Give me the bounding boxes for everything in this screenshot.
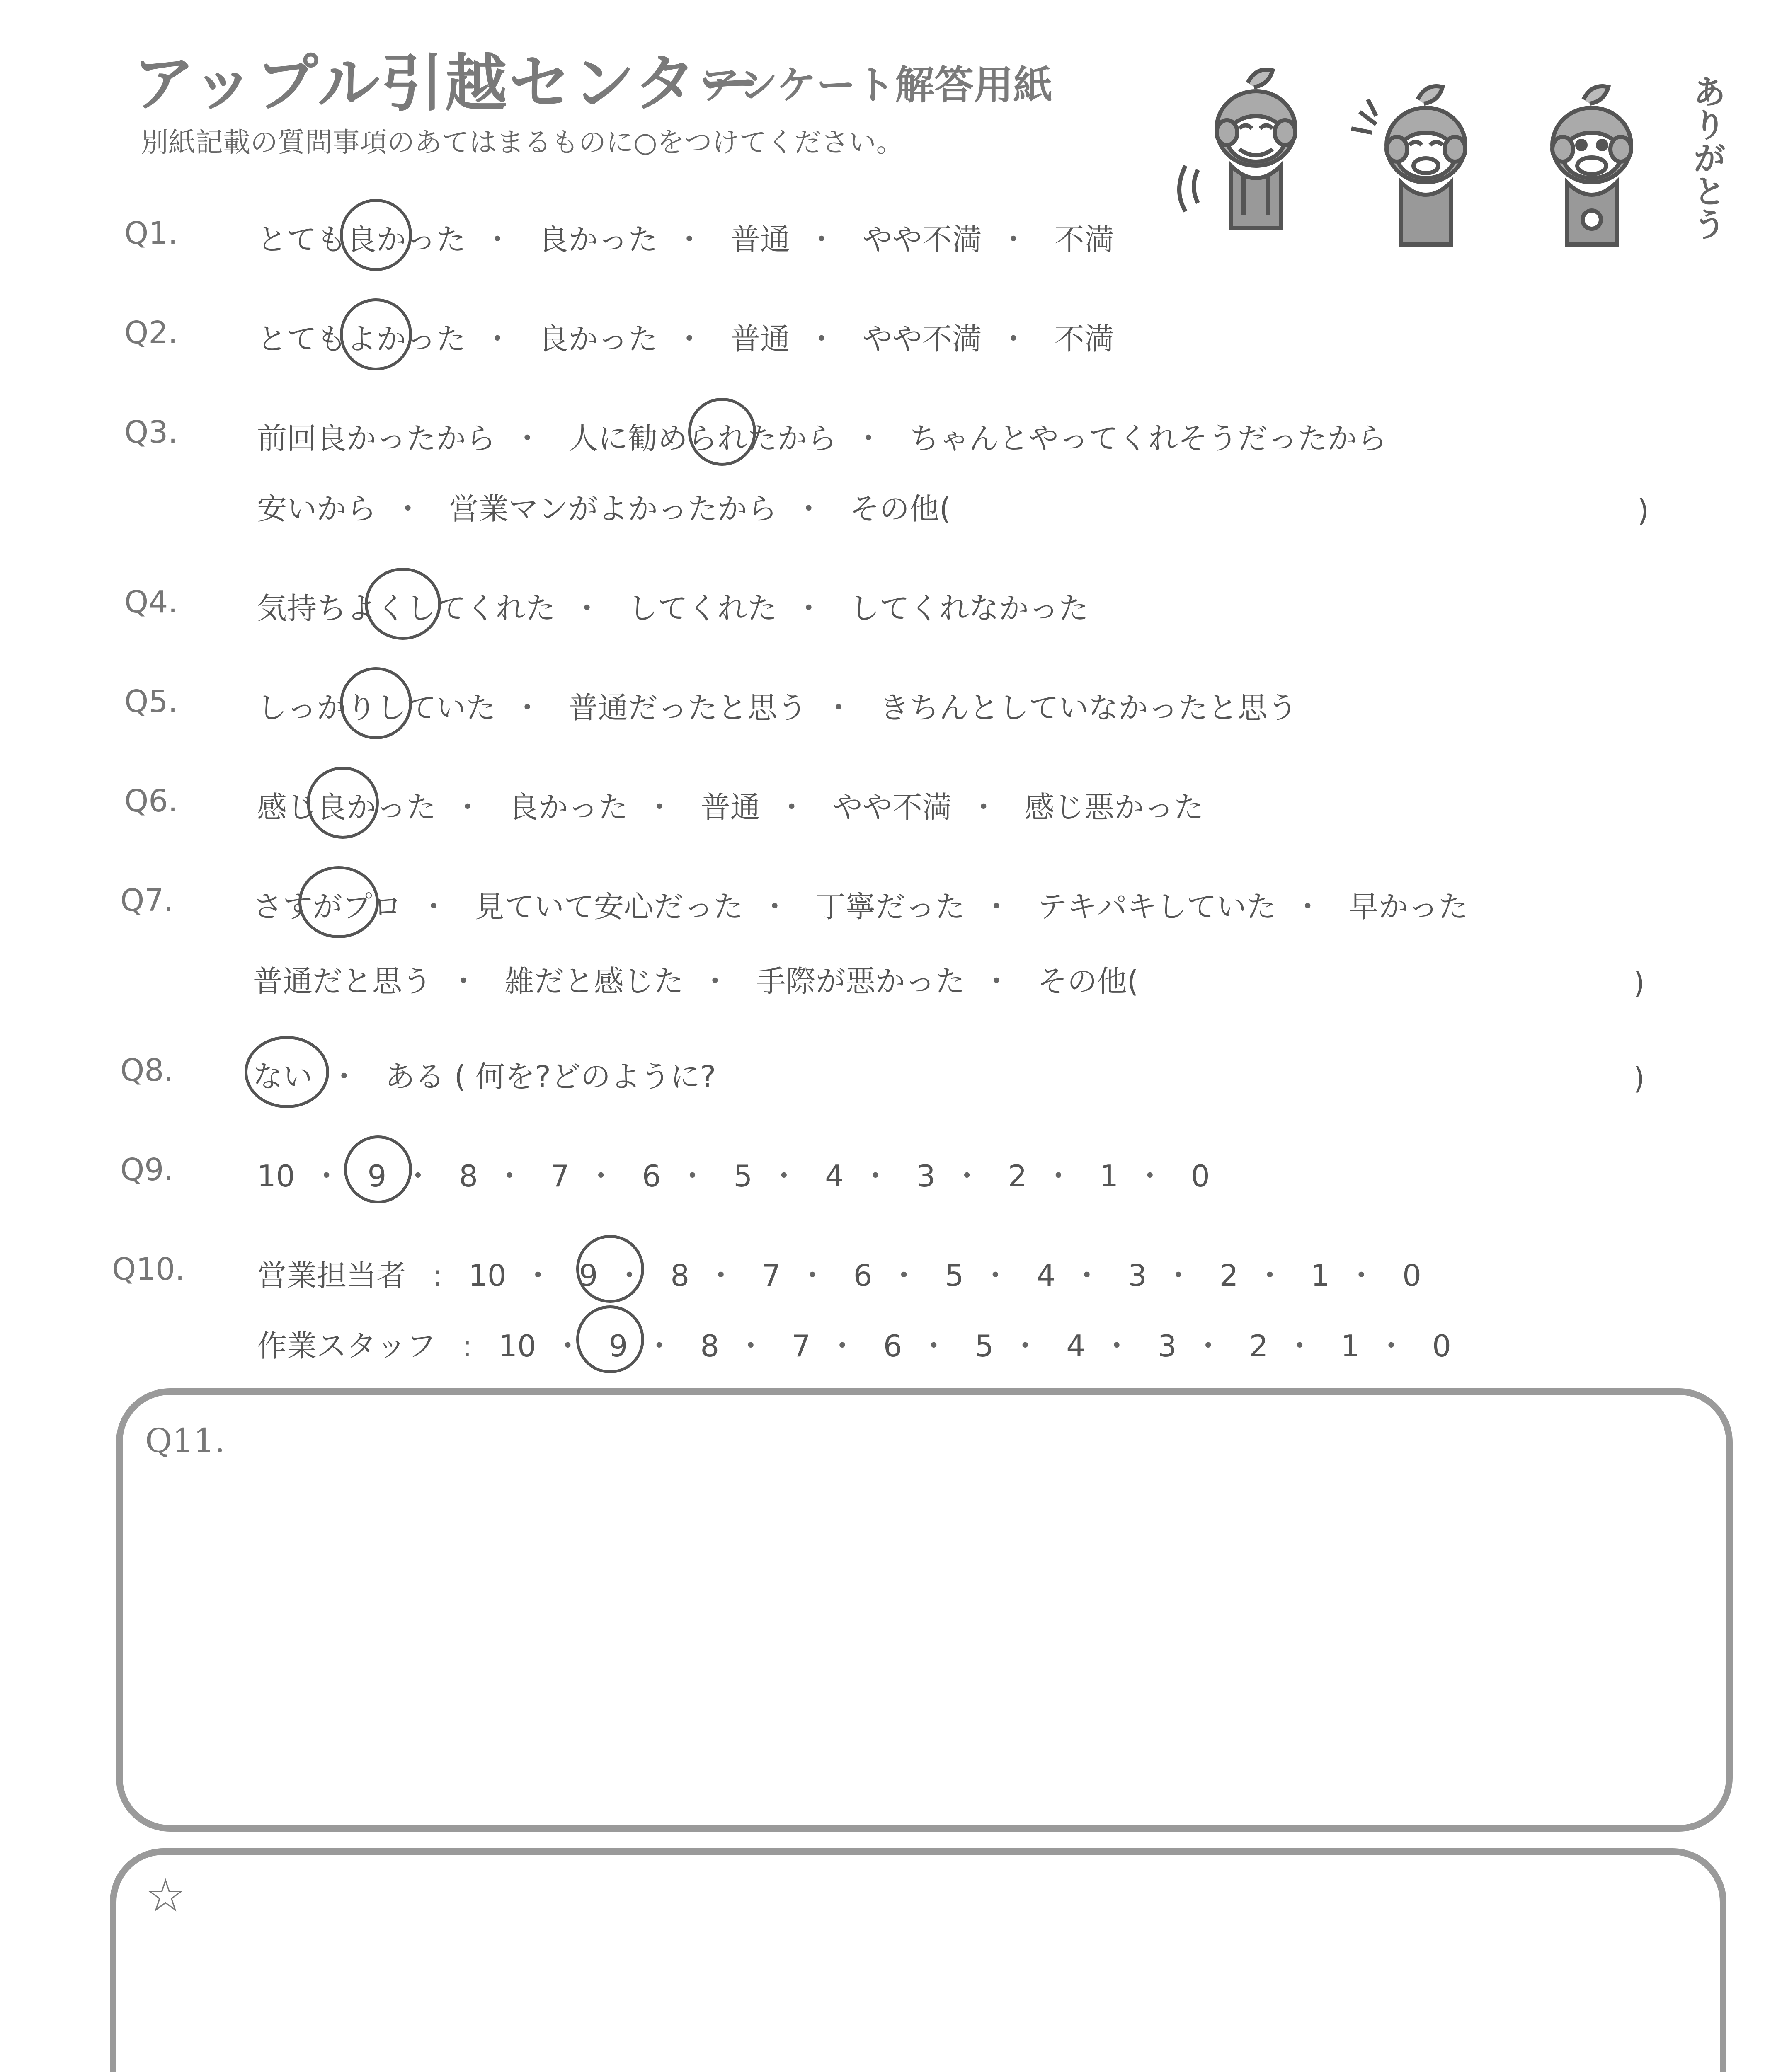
q4-option-3[interactable]: してくれなかった bbox=[849, 591, 1089, 626]
page-subtitle: アンケート解答用紙 bbox=[701, 63, 1053, 108]
q7-close-paren: ) bbox=[1633, 966, 1645, 1000]
q7-option-2[interactable]: 見ていて安心だった bbox=[474, 889, 743, 924]
q10-staff-score-4[interactable]: 4 bbox=[1066, 1329, 1085, 1363]
q3-label: Q3. bbox=[124, 414, 178, 450]
q10-staff-score-2[interactable]: 2 bbox=[1249, 1329, 1268, 1363]
q6-option-2[interactable]: 良かった bbox=[508, 790, 628, 825]
q10-staff-score-5[interactable]: 5 bbox=[975, 1329, 994, 1363]
page-title: アップル引越センター bbox=[133, 48, 762, 120]
q7-options-line2: 普通だと思う ・ 雑だと感じた ・ 手際が悪かった ・ その他( bbox=[253, 964, 1139, 999]
q1-selection-circle bbox=[340, 199, 412, 271]
q5-option-3[interactable]: きちんとしていなかったと思う bbox=[879, 690, 1297, 725]
q8-close-paren: ) bbox=[1633, 1061, 1645, 1096]
mascot-illustration bbox=[1152, 58, 1724, 274]
q5-option-1[interactable]: しっかりしていた bbox=[257, 690, 496, 725]
q9-score-10[interactable]: 10 bbox=[257, 1159, 295, 1193]
q7-option-4[interactable]: テキパキしていた bbox=[1037, 889, 1276, 924]
q10-sales-score-6[interactable]: 6 bbox=[853, 1258, 873, 1293]
q9-score-9[interactable]: 9 bbox=[367, 1159, 387, 1193]
q3-close-paren: ) bbox=[1637, 493, 1649, 528]
q7-option-3[interactable]: 丁寧だった bbox=[815, 889, 965, 924]
q10-sales-score-8[interactable]: 8 bbox=[670, 1258, 690, 1293]
q7-option-7[interactable]: 雑だと感じた bbox=[504, 964, 684, 999]
q3-option-4[interactable]: 安いから bbox=[257, 491, 377, 526]
q10-sales-selection-circle bbox=[576, 1235, 644, 1303]
q4-options: 気持ちよくしてくれた ・ してくれた ・ してくれなかった bbox=[257, 591, 1089, 626]
q7-option-9[interactable]: その他( bbox=[1037, 964, 1139, 999]
q7-option-1[interactable]: さすがプロ bbox=[253, 889, 402, 924]
q6-option-4[interactable]: やや不満 bbox=[832, 790, 952, 825]
q9-score-1[interactable]: 1 bbox=[1099, 1159, 1119, 1193]
q4-option-2[interactable]: してくれた bbox=[628, 591, 777, 626]
star-label: ☆ bbox=[145, 1869, 186, 1922]
q7-option-8[interactable]: 手際が悪かった bbox=[756, 964, 965, 999]
q5-label: Q5. bbox=[124, 684, 178, 719]
q10-sales-score-7[interactable]: 7 bbox=[762, 1258, 781, 1293]
star-comment-box[interactable] bbox=[110, 1848, 1726, 2072]
q10-sales-score-2[interactable]: 2 bbox=[1219, 1258, 1239, 1293]
q7-label: Q7. bbox=[120, 883, 174, 918]
q10-staff-score-9[interactable]: 9 bbox=[609, 1329, 628, 1363]
q1-label: Q1. bbox=[124, 215, 178, 251]
q3-option-3[interactable]: ちゃんとやってくれそうだったから bbox=[909, 421, 1387, 456]
q10-sales-score-1[interactable]: 1 bbox=[1311, 1258, 1330, 1293]
q10-staff-score-1[interactable]: 1 bbox=[1341, 1329, 1360, 1363]
q2-option-4[interactable]: やや不満 bbox=[862, 322, 982, 356]
q5-options: しっかりしていた ・ 普通だったと思う ・ きちんとしていなかったと思う bbox=[257, 690, 1297, 725]
q1-option-5[interactable]: 不満 bbox=[1054, 222, 1114, 257]
q9-score-2[interactable]: 2 bbox=[1008, 1159, 1027, 1193]
q10-label: Q10. bbox=[112, 1251, 185, 1287]
q11-label: Q11. bbox=[145, 1421, 225, 1460]
q2-label: Q2. bbox=[124, 315, 178, 351]
q3-option-1[interactable]: 前回良かったから bbox=[257, 421, 496, 456]
thanks-text bbox=[1683, 75, 1731, 240]
q7-selection-circle bbox=[298, 866, 379, 938]
q10-sales-score-3[interactable]: 3 bbox=[1127, 1258, 1147, 1293]
q1-options: とても良かった ・ 良かった ・ 普通 ・ やや不満 ・ 不満 bbox=[257, 222, 1114, 257]
q9-score-3[interactable]: 3 bbox=[916, 1159, 936, 1193]
q10-sales-score-5[interactable]: 5 bbox=[945, 1258, 964, 1293]
q9-label: Q9. bbox=[120, 1152, 174, 1188]
q10-staff-score-7[interactable]: 7 bbox=[792, 1329, 811, 1363]
q2-selection-circle bbox=[340, 298, 412, 370]
q9-score-6[interactable]: 6 bbox=[642, 1159, 661, 1193]
q3-options-line1: 前回良かったから ・ 人に勧められたから ・ ちゃんとやってくれそうだったから bbox=[257, 421, 1387, 456]
q1-option-2[interactable]: 良かった bbox=[538, 222, 658, 257]
q4-option-1[interactable]: 気持ちよくしてくれた bbox=[257, 591, 556, 626]
q11-comment-box[interactable] bbox=[116, 1388, 1733, 1832]
q6-label: Q6. bbox=[124, 783, 178, 819]
q3-option-5[interactable]: 営業マンがよかったから bbox=[449, 491, 777, 526]
q1-option-3[interactable]: 普通 bbox=[730, 222, 790, 257]
q6-option-3[interactable]: 普通 bbox=[700, 790, 760, 825]
q6-option-1[interactable]: 感じ良かった bbox=[257, 790, 436, 825]
q10-sales-score-10[interactable]: 10 bbox=[468, 1258, 507, 1293]
q10-staff-score-3[interactable]: 3 bbox=[1157, 1329, 1177, 1363]
q10-staff-score-8[interactable]: 8 bbox=[700, 1329, 720, 1363]
q5-option-2[interactable]: 普通だったと思う bbox=[568, 690, 807, 725]
q6-selection-circle bbox=[307, 767, 379, 839]
q10-staff-score-10[interactable]: 10 bbox=[498, 1329, 536, 1363]
q8-option-2[interactable]: ある ( 何を?どのように? bbox=[385, 1059, 716, 1094]
q10-staff-score-0[interactable]: 0 bbox=[1432, 1329, 1451, 1363]
q2-option-3[interactable]: 普通 bbox=[730, 322, 790, 356]
q9-scale: 10 ・ 9 ・ 8 ・ 7 ・ 6 ・ 5 ・ 4 ・ 3 ・ 2 ・ 1 ・ 0 bbox=[257, 1159, 1210, 1193]
q10-row-sales: 営業担当者 : 10 ・ 9 ・ 8 ・ 7 ・ 6 ・ 5 ・ 4 ・ 3 ・ 2 ・ 1 ・ 0 bbox=[257, 1258, 1421, 1293]
q9-score-8[interactable]: 8 bbox=[459, 1159, 478, 1193]
q7-options-line1: さすがプロ ・ 見ていて安心だった ・ 丁寧だった ・ テキパキしていた ・ 早かった bbox=[253, 889, 1468, 924]
q10-sales-score-0[interactable]: 0 bbox=[1402, 1258, 1421, 1293]
q7-option-6[interactable]: 普通だと思う bbox=[253, 964, 432, 999]
q8-option-1[interactable]: ない bbox=[253, 1059, 313, 1094]
q6-options: 感じ良かった ・ 良かった ・ 普通 ・ やや不満 ・ 感じ悪かった bbox=[257, 790, 1204, 825]
q6-option-5[interactable]: 感じ悪かった bbox=[1024, 790, 1204, 825]
q10-row-sales-name: 営業担当者 bbox=[257, 1258, 407, 1293]
q3-option-2[interactable]: 人に勧められたから bbox=[568, 421, 837, 456]
q2-option-5[interactable]: 不満 bbox=[1054, 322, 1114, 356]
q10-row-staff-name: 作業スタッフ bbox=[257, 1329, 436, 1363]
q10-sales-score-4[interactable]: 4 bbox=[1036, 1258, 1055, 1293]
q2-options: とてもよかった ・ 良かった ・ 普通 ・ やや不満 ・ 不満 bbox=[257, 322, 1114, 356]
q1-option-4[interactable]: やや不満 bbox=[862, 222, 982, 257]
q8-label: Q8. bbox=[120, 1053, 174, 1088]
q5-selection-circle bbox=[340, 667, 412, 739]
q3-selection-circle bbox=[688, 398, 756, 466]
q4-label: Q4. bbox=[124, 584, 178, 620]
q3-options-line2: 安いから ・ 営業マンがよかったから ・ その他( bbox=[257, 491, 951, 526]
q9-score-5[interactable]: 5 bbox=[733, 1159, 753, 1193]
instruction-text: 別紙記載の質問事項のあてはまるものに○をつけてください。 bbox=[141, 126, 904, 158]
q1-option-1[interactable]: とても良かった bbox=[257, 222, 466, 257]
q10-row-staff: 作業スタッフ : 10 ・ 9 ・ 8 ・ 7 ・ 6 ・ 5 ・ 4 ・ 3 ・ 2 ・ 1 ・ 0 bbox=[257, 1329, 1451, 1363]
thanks-label: ありがとう bbox=[1687, 75, 1726, 240]
q10-staff-score-6[interactable]: 6 bbox=[883, 1329, 902, 1363]
q3-option-6[interactable]: その他( bbox=[849, 491, 951, 526]
q10-staff-selection-circle bbox=[576, 1305, 644, 1373]
q7-option-5[interactable]: 早かった bbox=[1348, 889, 1468, 924]
q10-sales-score-9[interactable]: 9 bbox=[579, 1258, 598, 1293]
q2-option-2[interactable]: 良かった bbox=[538, 322, 658, 356]
q8-selection-circle bbox=[245, 1036, 329, 1108]
q8-options: ない ・ ある ( 何を?どのように? bbox=[253, 1059, 716, 1094]
q9-selection-circle bbox=[344, 1135, 412, 1203]
q9-score-4[interactable]: 4 bbox=[825, 1159, 844, 1193]
q4-selection-circle bbox=[365, 568, 441, 640]
q9-score-0[interactable]: 0 bbox=[1191, 1159, 1210, 1193]
q9-score-7[interactable]: 7 bbox=[550, 1159, 570, 1193]
q2-option-1[interactable]: とてもよかった bbox=[257, 322, 466, 356]
